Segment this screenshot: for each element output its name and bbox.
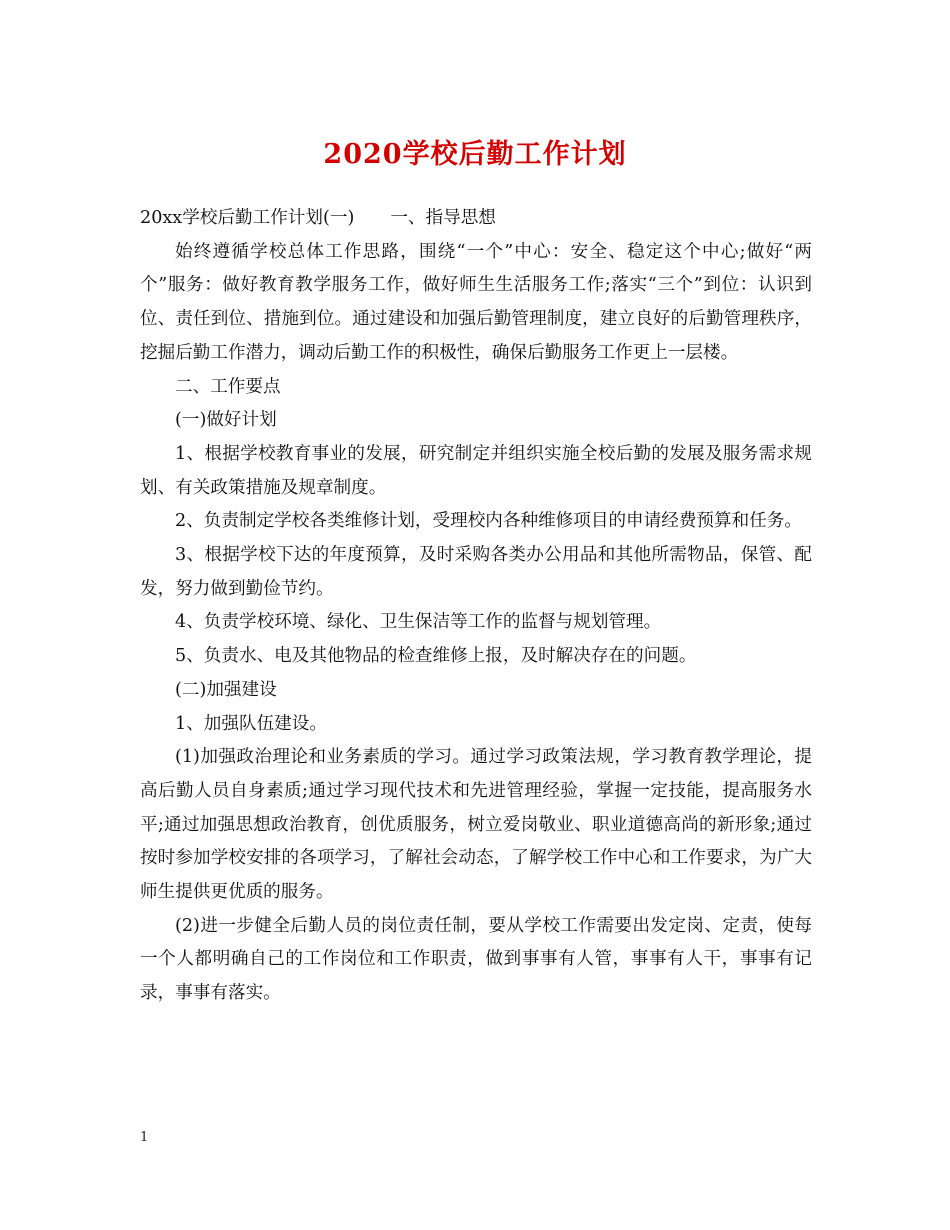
document-title: 2020学校后勤工作计划	[323, 139, 627, 170]
list-item: 1、加强队伍建设。	[175, 713, 327, 734]
section-heading: 二、工作要点	[175, 376, 281, 397]
subsection-heading: (一)做好计划	[175, 410, 277, 431]
list-item: 4、负责学校环境、绿化、卫生保洁等工作的监督与规划管理。	[175, 612, 662, 633]
plan-subtitle: 20xx学校后勤工作计划(一)	[140, 208, 355, 228]
paragraph: (2)进一步健全后勤人员的岗位责任制，要从学校工作需要出发定岗、定责，使每一个人都明确自己的工作岗位和工作职责，做到事事有人管，事事有人干，事事有记录，事事有落实。	[140, 915, 812, 1004]
list-item: 5、负责水、电及其他物品的检查维修上报，及时解决存在的问题。	[175, 646, 697, 667]
paragraph: (1)加强政治理论和业务素质的学习。通过学习政策法规，学习教育教学理论，提高后勤人员自身素质;通过学习现代技术和先进管理经验，掌握一定技能，提高服务水平;通过加强思想政治教育，创优质服务，树立爱岗敬业、职业道德高尚的新形象;通过按时参加学校安排的各项学习，了解社会动态，了解学校工作中心和工作要求，为广大师生提供更优质的服务。	[140, 747, 812, 903]
paragraph: 始终遵循学校总体工作思路，围绕“一个”中心：安全、稳定这个中心;做好“两个”服务：做好教育教学服务工作，做好师生生活服务工作;落实“三个”到位：认识到位、责任到位、措施到位。通过建设和加强后勤管理制度，建立良好的后勤管理秩序，挖掘后勤工作潜力，调动后勤工作的积极性，确保后勤服务工作更上一层楼。	[140, 241, 812, 363]
section-heading-guiding-ideology: 一、指导思想	[390, 208, 496, 228]
subsection-heading: (二)加强建设	[175, 679, 277, 700]
list-item: 1、根据学校教育事业的发展，研究制定并组织实施全校后勤的发展及服务需求规划、有关政策措施及规章制度。	[140, 443, 812, 498]
document-body	[140, 202, 812, 1011]
list-item: 2、负责制定学校各类维修计划，受理校内各种维修项目的申请经费预算和任务。	[175, 511, 802, 532]
heading-line	[140, 202, 812, 236]
list-item: 3、根据学校下达的年度预算，及时采购各类办公用品和其他所需物品，保管、配发，努力做到勤俭节约。	[140, 545, 812, 599]
page-number: 1	[140, 1130, 149, 1145]
